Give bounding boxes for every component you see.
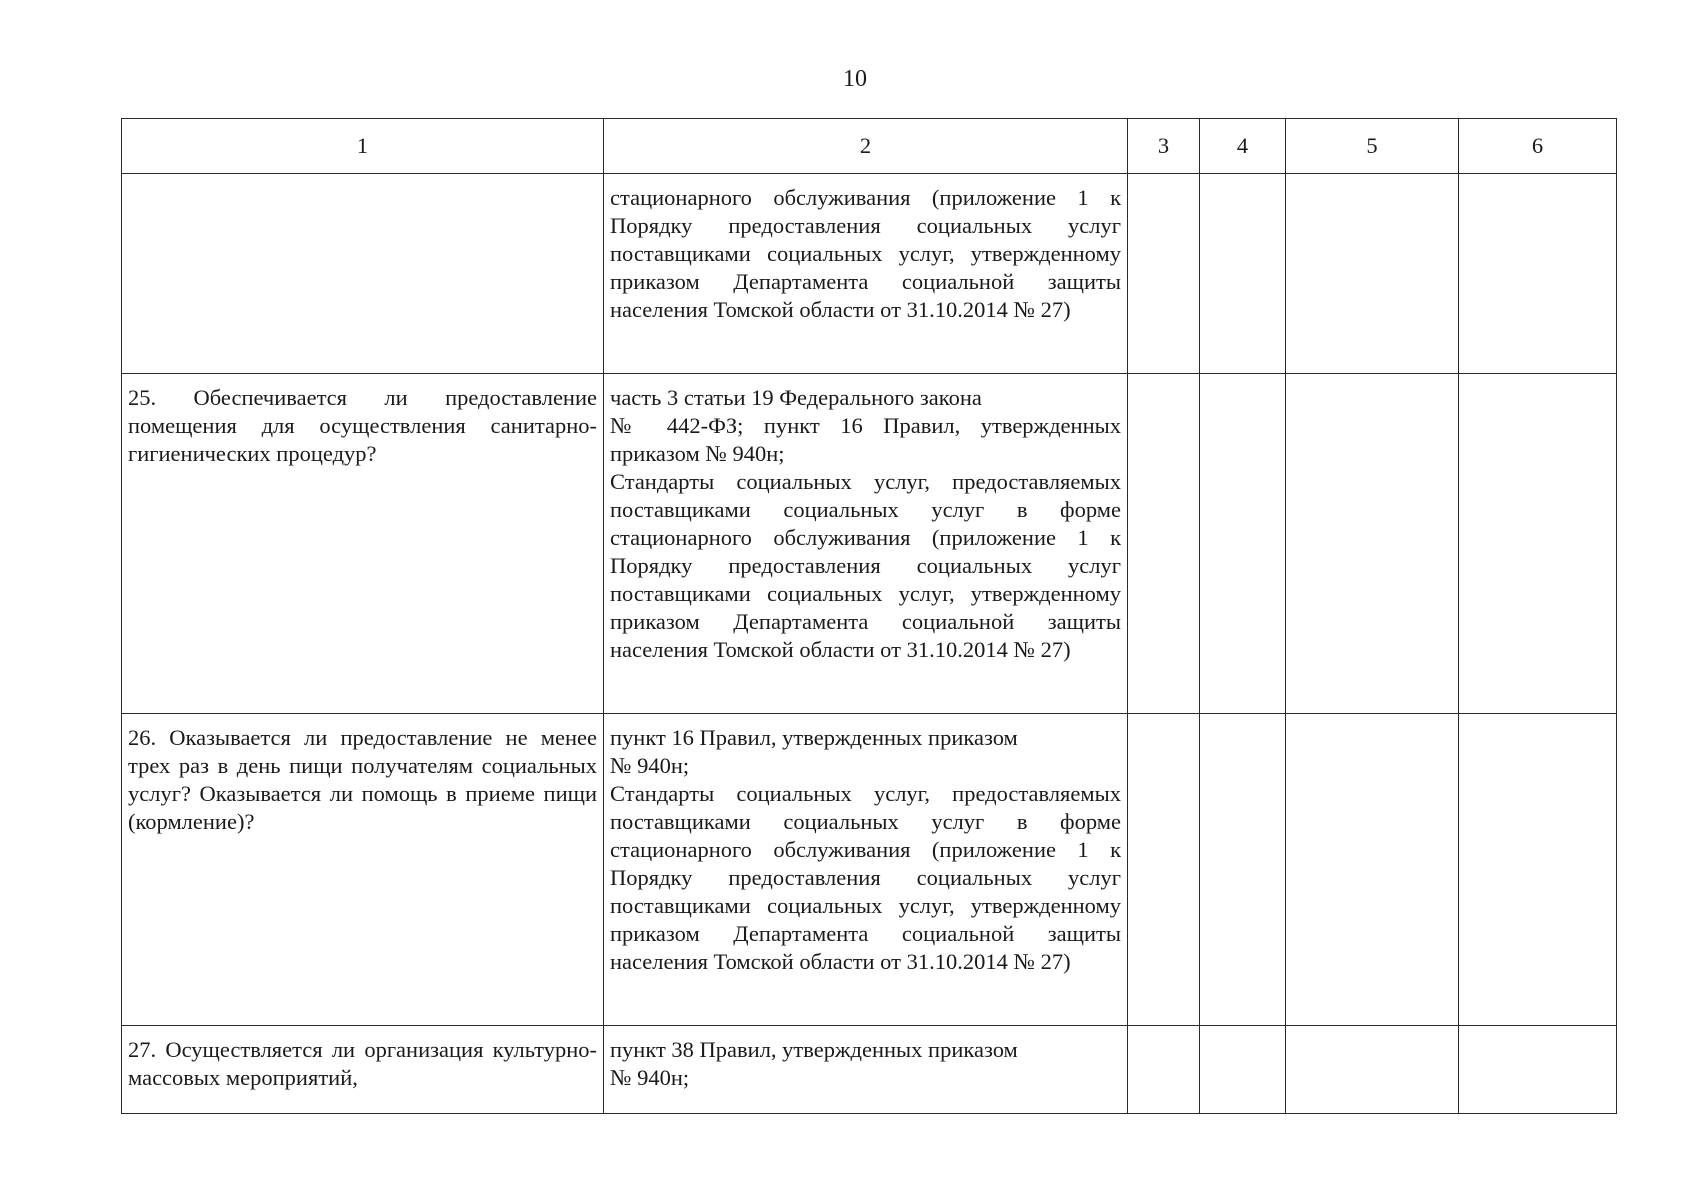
question-cell: 25. Обеспечивается ли предоставление помещения для осуществления санитарно-гигиенических процедур? (122, 374, 604, 714)
empty-cell (1128, 374, 1200, 714)
empty-cell (1128, 174, 1200, 374)
empty-cell (1200, 174, 1286, 374)
table-row (122, 714, 1617, 1026)
question-cell (122, 174, 604, 374)
empty-cell (1128, 1026, 1200, 1114)
table-row (122, 174, 1617, 374)
empty-cell (1200, 374, 1286, 714)
empty-cell (1459, 374, 1617, 714)
empty-cell (1286, 174, 1459, 374)
empty-cell (1459, 174, 1617, 374)
table-row (122, 1026, 1617, 1114)
column-header: 5 (1286, 119, 1459, 174)
column-header: 1 (122, 119, 604, 174)
table-row (122, 374, 1617, 714)
column-header: 4 (1200, 119, 1286, 174)
empty-cell (1286, 714, 1459, 1026)
legal-basis-cell: пункт 16 Правил, утвержденных приказом № 940н; Стандарты социальных услуг, предоставляемых поставщиками социальных услуг в форме стационарного обслуживания (приложение 1 к Порядку предоставления социальных услуг поставщиками социальных услуг, утвержденному приказом Департамента социальной защиты населения Томской области от 31.10.2014 № 27) (604, 714, 1128, 1026)
empty-cell (1459, 1026, 1617, 1114)
empty-cell (1200, 714, 1286, 1026)
column-header: 2 (604, 119, 1128, 174)
empty-cell (1286, 1026, 1459, 1114)
question-cell: 26. Оказывается ли предоставление не менее трех раз в день пищи получателям социальных услуг? Оказывается ли помощь в приеме пищи (кормление)? (122, 714, 604, 1026)
column-header: 6 (1459, 119, 1617, 174)
legal-basis-cell: часть 3 статьи 19 Федерального закона № 442-ФЗ; пункт 16 Правил, утвержденных приказом № 940н; Стандарты социальных услуг, предоставляемых поставщиками социальных услуг в форме стационарного обслуживания (приложение 1 к Порядку предоставления социальных услуг поставщиками социальных услуг, утвержденному приказом Департамента социальной защиты населения Томской области от 31.10.2014 № 27) (604, 374, 1128, 714)
legal-basis-cell: пункт 38 Правил, утвержденных приказом № 940н; (604, 1026, 1128, 1114)
empty-cell (1459, 714, 1617, 1026)
column-header: 3 (1128, 119, 1200, 174)
empty-cell (1128, 714, 1200, 1026)
legal-basis-cell: стационарного обслуживания (приложение 1 к Порядку предоставления социальных услуг поставщиками социальных услуг, утвержденному приказом Департамента социальной защиты населения Томской области от 31.10.2014 № 27) (604, 174, 1128, 374)
question-cell: 27. Осуществляется ли организация культурно-массовых мероприятий, (122, 1026, 604, 1114)
empty-cell (1286, 374, 1459, 714)
table-header-row (122, 119, 1617, 174)
page-number: 10 (843, 66, 867, 92)
empty-cell (1200, 1026, 1286, 1114)
checklist-table (121, 118, 1617, 1114)
